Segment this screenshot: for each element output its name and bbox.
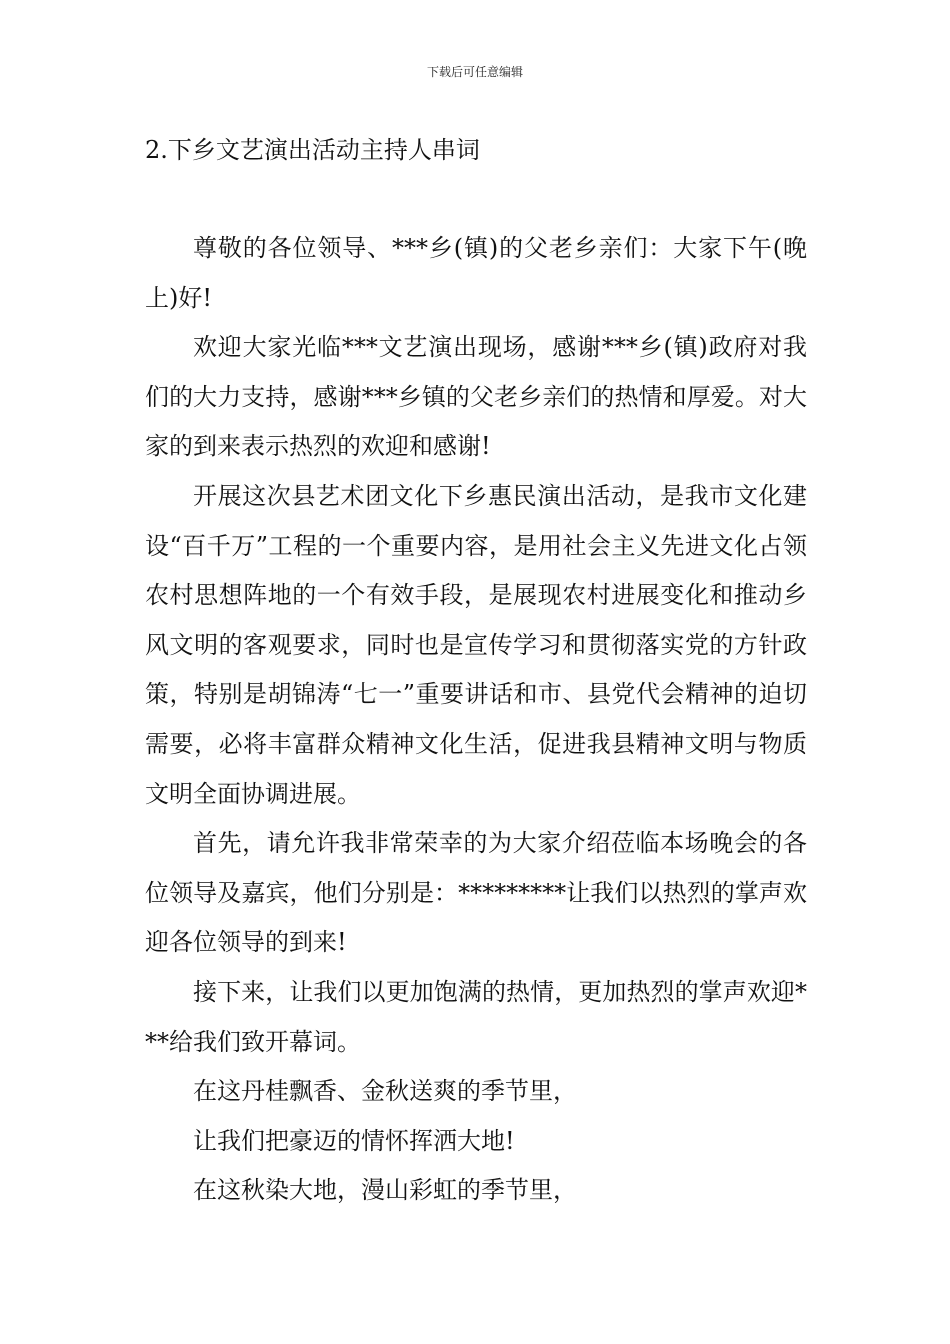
paragraph-greeting: 尊敬的各位领导、***乡(镇)的父老乡亲们：大家下午(晚上)好! <box>145 234 807 312</box>
paragraph-welcome: 欢迎大家光临***文艺演出现场，感谢***乡(镇)政府对我们的大力支持，感谢***乡镇的父老乡亲们的热情和厚爱。对大家的到来表示热烈的欢迎和感谢! <box>145 333 807 461</box>
verse-line: 在这丹桂飘香、金秋送爽的季节里， <box>193 1077 577 1106</box>
document-body <box>145 224 807 1216</box>
paragraph-introduce-guests: 首先，请允许我非常荣幸的为大家介绍莅临本场晚会的各位领导及嘉宾，他们分别是：*********让我们以热烈的掌声欢迎各位领导的到来! <box>145 829 807 957</box>
page-header: 下载后可任意编辑 <box>426 65 523 79</box>
paragraph-purpose: 开展这次县艺术团文化下乡惠民演出活动，是我市文化建设“百千万”工程的一个重要内容，是用社会主义先进文化占领农村思想阵地的一个有效手段，是展现农村进展变化和推动乡风文明的客观要求，同时也是宣传学习和贯彻落实党的方针政策，特别是胡锦涛“七一”重要讲话和市、县党代会精神的迫切需要，必将丰富群众精神文化生活，促进我县精神文明与物质文明全面协调进展。 <box>145 481 807 808</box>
verse-line: 在这秋染大地，漫山彩虹的季节里， <box>193 1176 577 1205</box>
paragraph-opening-speech: 接下来，让我们以更加饱满的热情，更加热烈的掌声欢迎***给我们致开幕词。 <box>145 977 807 1056</box>
verse-line: 让我们把豪迈的情怀挥洒大地! <box>193 1126 515 1155</box>
document-title: 2.下乡文艺演出活动主持人串词 <box>145 136 480 164</box>
